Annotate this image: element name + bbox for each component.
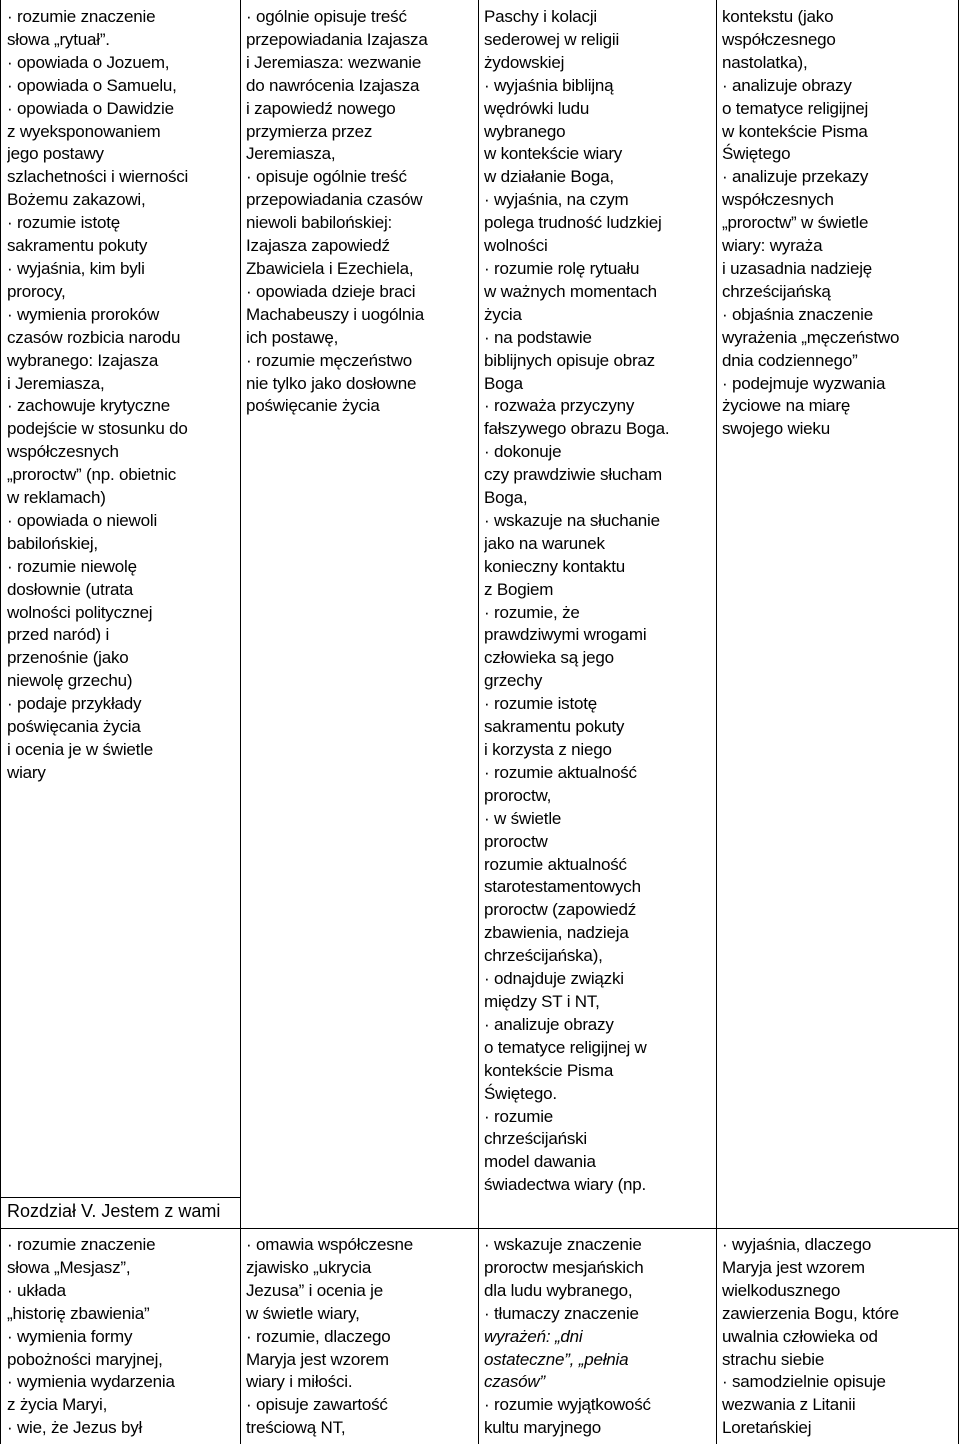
text-line: · objaśnia znaczenie [722, 304, 873, 324]
text-line: zawierzenia Bogu, które [722, 1303, 899, 1323]
text-line: żydowskiej [484, 52, 565, 72]
text-line: · analizuje obrazy [722, 75, 852, 95]
text-line: · wskazuje na słuchanie [484, 510, 660, 530]
text-line: grzechy [484, 671, 543, 691]
text-line: w ważnych momentach [484, 281, 657, 301]
text-line: „proroctw” w świetle [722, 213, 869, 233]
section-divider-top [0, 1197, 240, 1198]
text-line: poświęcanie życia [246, 396, 380, 416]
text-line: polega trudność ludzkiej [484, 213, 662, 233]
text-line: wolności [484, 236, 548, 256]
text-line: · wyjaśnia, kim byli [7, 258, 145, 278]
text-line: Zbawiciela i Ezechiela, [246, 258, 414, 278]
text-line: proroctw (zapowiedź [484, 900, 637, 920]
text-line: prorocy, [7, 281, 66, 301]
text-line: życiowe na miarę [722, 396, 851, 416]
text-line: wiary [7, 762, 46, 782]
text-line: fałszywego obrazu Boga. [484, 419, 670, 439]
text-line: przepowiadania czasów [246, 190, 423, 210]
text-line: i Jeremiasza: wezwanie [246, 52, 422, 72]
text-line: do nawrócenia Izajasza [246, 75, 420, 95]
text-line: · ogólnie opisuje treść [246, 7, 407, 26]
text-line: wyrażeń: „dni [484, 1326, 583, 1346]
text-line: Świętego. [484, 1083, 557, 1103]
text-line: · analizuje przekazy [722, 167, 869, 187]
text-line: z życia Maryi, [7, 1395, 108, 1415]
text-line: rozumie aktualność [484, 854, 627, 874]
text-line: pobożności maryjnej, [7, 1349, 163, 1369]
text-line: · rozważa przyczyny [484, 396, 635, 416]
text-line: · rozumie istotę [7, 213, 121, 233]
section-divider-bottom [0, 1228, 959, 1229]
text-line: chrześcijańska), [484, 946, 603, 966]
text-line: · opowiada o Dawidzie [7, 98, 174, 118]
text-line: z Bogiem [484, 579, 554, 599]
text-line: ich postawę, [246, 327, 339, 347]
text-line: swojego wieku [722, 419, 830, 439]
text-line: sakramentu pokuty [484, 717, 625, 737]
text-line: niewolę grzechu) [7, 671, 133, 691]
text-line: w świetle wiary, [246, 1303, 360, 1323]
text-line: · omawia współczesne [246, 1235, 414, 1254]
text-line: biblijnych opisuje obraz [484, 350, 655, 370]
text-line: · opowiada o niewoli [7, 510, 158, 530]
text-line: model dawania [484, 1152, 596, 1172]
text-line: w kontekście wiary [484, 144, 623, 164]
bottom-row-col-4 [722, 1234, 956, 1442]
text-line: i ocenia je w świetle [7, 740, 154, 759]
text-line: jako na warunek [484, 533, 605, 553]
text-line: w działanie Boga, [484, 167, 614, 187]
text-line: i uzasadnia nadzieję [722, 258, 873, 278]
text-line: proroctw [484, 831, 548, 851]
text-line: sakramentu pokuty [7, 236, 148, 256]
text-line: prawdziwymi wrogami [484, 625, 647, 645]
top-row-col-2 [246, 6, 476, 1194]
text-line: · wie, że Jezus był [7, 1418, 143, 1438]
text-line: · wymienia formy [7, 1326, 133, 1346]
text-line: · w świetle [484, 808, 562, 828]
text-line: „proroctw” (np. obietnic [7, 465, 177, 485]
text-line: · rozumie rolę rytuału [484, 258, 640, 278]
text-line: Boga, [484, 488, 528, 508]
text-line: Jezusa” i ocenia je [246, 1280, 383, 1300]
text-line: · podejmuje wyzwania [722, 373, 886, 393]
text-line: chrześcijański [484, 1129, 588, 1149]
text-line: „historię zbawienia” [7, 1303, 150, 1323]
text-line: życia [484, 304, 522, 324]
text-line: · odnajduje związki [484, 969, 624, 989]
text-line: czasów rozbicia narodu [7, 327, 181, 347]
text-line: proroctw mesjańskich [484, 1257, 644, 1277]
text-line: nastolatka), [722, 52, 808, 72]
text-line: kontekstu (jako [722, 7, 834, 26]
text-line: jego postawy [7, 144, 104, 164]
text-line: przymierza przez [246, 121, 373, 141]
text-line: · opisuje zawartość [246, 1395, 388, 1415]
text-line: · rozumie niewolę [7, 556, 137, 576]
text-line: · podaje przykłady [7, 694, 142, 714]
text-line: · analizuje obrazy [484, 1014, 614, 1034]
text-line: · opisuje ogólnie treść [246, 167, 407, 187]
text-line: przepowiadania Izajasza [246, 29, 428, 49]
text-line: · zachowuje krytyczne [7, 396, 171, 416]
text-line: między ST i NT, [484, 991, 600, 1011]
text-line: · opowiada o Jozuem, [7, 52, 170, 72]
text-line: · rozumie wyjątkowość [484, 1395, 651, 1415]
text-line: w kontekście Pisma [722, 121, 868, 141]
section-heading: Rozdział V. Jestem z wami [7, 1201, 221, 1221]
text-line: · rozumie [484, 1106, 554, 1126]
text-line: słowa „Mesjasz”, [7, 1257, 131, 1277]
text-line: · rozumie znaczenie [7, 1235, 156, 1254]
text-line: współczesnych [7, 442, 119, 462]
text-line: · wyjaśnia, dlaczego [722, 1235, 872, 1254]
text-line: · wymienia wydarzenia [7, 1372, 175, 1392]
text-line: Loretańskiej [722, 1418, 812, 1438]
top-row-col-4 [722, 6, 956, 1194]
text-line: czasów” [484, 1372, 545, 1392]
text-line: · dokonuje [484, 442, 562, 462]
text-line: o tematyce religijnej w [484, 1037, 647, 1057]
top-row-col-3 [484, 6, 714, 1194]
text-line: · wyjaśnia, na czym [484, 190, 629, 210]
text-line: konieczny kontaktu [484, 556, 625, 576]
text-line: wolności politycznej [7, 602, 153, 622]
text-line: wędrówki ludu [484, 98, 590, 118]
text-line: i korzysta z niego [484, 740, 612, 759]
text-line: w reklamach) [7, 488, 106, 508]
text-line: · wymienia proroków [7, 304, 160, 324]
text-line: dla ludu wybranego, [484, 1280, 633, 1300]
text-line: Maryja jest wzorem [722, 1257, 865, 1277]
text-line: · wskazuje znaczenie [484, 1235, 642, 1254]
text-line: Maryja jest wzorem [246, 1349, 389, 1369]
text-line: świadectwa wiary (np. [484, 1175, 647, 1194]
text-line: wezwania z Litanii [722, 1395, 856, 1415]
text-line: proroctw, [484, 785, 552, 805]
text-line: · rozumie męczeństwo [246, 350, 413, 370]
text-line: · rozumie aktualność [484, 762, 637, 782]
text-line: słowa „rytuał”. [7, 29, 110, 49]
bottom-row-col-2 [246, 1234, 476, 1442]
bottom-row-col-3 [484, 1234, 714, 1442]
text-line: przenośnie (jako [7, 648, 129, 668]
text-line: przed naród) i [7, 625, 110, 645]
text-line: sederowej w religii [484, 29, 620, 49]
text-line: babilońskiej, [7, 533, 98, 553]
text-line: ostateczne”, „pełnia [484, 1349, 629, 1369]
text-line: Bożemu zakazowi, [7, 190, 146, 210]
text-line: kultu maryjnego [484, 1418, 602, 1438]
text-line: podejście w stosunku do [7, 419, 188, 439]
text-line: · rozumie, że [484, 602, 580, 622]
text-line: strachu siebie [722, 1349, 825, 1369]
text-line: Machabeuszy i uogólnia [246, 304, 424, 324]
text-line: · opowiada dzieje braci [246, 281, 416, 301]
text-line: Boga [484, 373, 523, 393]
text-line: chrześcijańską [722, 281, 831, 301]
text-line: · układa [7, 1280, 66, 1300]
text-line: · rozumie istotę [484, 694, 598, 714]
text-line: treściową NT, [246, 1418, 346, 1438]
top-row-col-1 [7, 6, 239, 1194]
text-line: Izajasza zapowiedź [246, 236, 390, 256]
text-line: wielkodusznego [722, 1280, 841, 1300]
text-line: · rozumie, dlaczego [246, 1326, 391, 1346]
text-line: o tematyce religijnej [722, 98, 869, 118]
text-line: Świętego [722, 144, 791, 164]
text-line: nie tylko jako dosłowne [246, 373, 417, 393]
text-line: · na podstawie [484, 327, 592, 347]
text-line: wybranego [484, 121, 566, 141]
text-line: · samodzielnie opisuje [722, 1372, 886, 1392]
text-line: · opowiada o Samuelu, [7, 75, 177, 95]
text-line: zbawienia, nadzieja [484, 923, 629, 943]
text-line: Jeremiasza, [246, 144, 336, 164]
text-line: wyrażenia „męczeństwo [722, 327, 900, 347]
text-line: · wyjaśnia biblijną [484, 75, 614, 95]
text-line: dnia codziennego” [722, 350, 858, 370]
text-line: zjawisko „ukrycia [246, 1257, 372, 1277]
text-line: · tłumaczy znaczenie [484, 1303, 639, 1323]
text-line: · rozumie znaczenie [7, 7, 156, 26]
text-line: i zapowiedź nowego [246, 98, 396, 118]
text-line: Paschy i kolacji [484, 7, 598, 26]
text-line: uwalnia człowieka od [722, 1326, 878, 1346]
text-line: człowieka są jego [484, 648, 614, 668]
text-line: szlachetności i wierności [7, 167, 189, 187]
text-line: z wyeksponowaniem [7, 121, 161, 141]
bottom-row-col-1 [7, 1234, 239, 1442]
text-line: starotestamentowych [484, 877, 641, 897]
text-line: współczesnego [722, 29, 836, 49]
text-line: i Jeremiasza, [7, 373, 105, 393]
text-line: poświęcania życia [7, 717, 141, 737]
text-line: dosłownie (utrata [7, 579, 134, 599]
text-line: wiary i miłości. [246, 1372, 353, 1392]
text-line: współczesnych [722, 190, 834, 210]
text-line: czy prawdziwie słucham [484, 465, 662, 485]
text-line: wybranego: Izajasza [7, 350, 159, 370]
text-line: niewoli babilońskiej: [246, 213, 393, 233]
text-line: kontekście Pisma [484, 1060, 614, 1080]
text-line: wiary: wyraża [722, 236, 823, 256]
